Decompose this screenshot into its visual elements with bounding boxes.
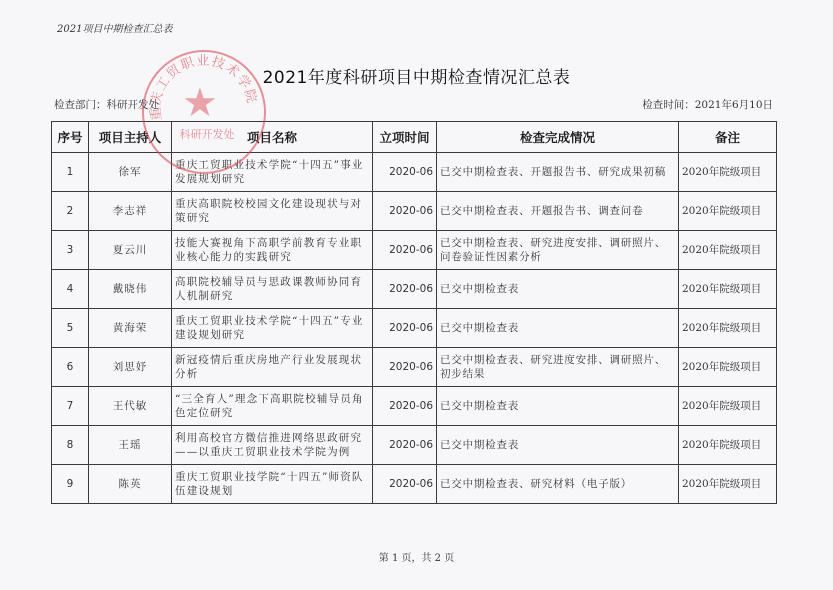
cell-no: 8	[52, 426, 89, 465]
svg-text:重庆工贸职业技术学院: 重庆工贸职业技术学院	[148, 53, 260, 122]
table-row	[52, 231, 777, 270]
summary-table	[51, 121, 777, 504]
cell-no: 3	[52, 231, 89, 270]
cell-check-status: 已交中期检查表、开题报告书、研究成果初稿	[437, 153, 679, 192]
cell-leader: 陈英	[89, 465, 172, 504]
cell-no: 7	[52, 387, 89, 426]
cell-note: 2020年院级项目	[679, 426, 777, 465]
cell-leader: 戴晓伟	[89, 270, 172, 309]
cell-project-name: 高职院校辅导员与思政课教师协同育人机制研究	[172, 270, 373, 309]
cell-check-status: 已交中期检查表	[437, 309, 679, 348]
header-check-status: 检查完成情况	[437, 122, 679, 153]
cell-start-date: 2020-06	[373, 192, 437, 231]
cell-leader: 夏云川	[89, 231, 172, 270]
cell-start-date: 2020-06	[373, 426, 437, 465]
cell-leader: 王瑶	[89, 426, 172, 465]
cell-project-name: 重庆工贸职业技学院“十四五”师资队伍建设规划	[172, 465, 373, 504]
table-row	[52, 348, 777, 387]
department-value: 科研开发处	[106, 99, 159, 111]
header-no: 序号	[52, 122, 89, 153]
cell-check-status: 已交中期检查表	[437, 270, 679, 309]
cell-note: 2020年院级项目	[679, 192, 777, 231]
header-note: 备注	[679, 122, 777, 153]
inspection-date	[642, 97, 773, 112]
cell-start-date: 2020-06	[373, 348, 437, 387]
cell-leader: 李志祥	[89, 192, 172, 231]
page-footer: 第 1 页，共 2 页	[378, 553, 455, 564]
cell-no: 2	[52, 192, 89, 231]
cell-note: 2020年院级项目	[679, 348, 777, 387]
cell-note: 2020年院级项目	[679, 465, 777, 504]
date-label: 检查时间：	[642, 99, 695, 111]
cell-note: 2020年院级项目	[679, 309, 777, 348]
table-header-row	[52, 122, 777, 153]
table-row	[52, 426, 777, 465]
document-title: 2021年度科研项目中期检查情况汇总表	[262, 68, 571, 88]
seal-bottom-text: 科研开发处	[179, 128, 235, 141]
cell-leader: 刘思妤	[89, 348, 172, 387]
cell-no: 6	[52, 348, 89, 387]
cell-check-status: 已交中期检查表、研究材料（电子版）	[437, 465, 679, 504]
department-label: 检查部门：	[54, 99, 107, 111]
cell-check-status: 已交中期检查表	[437, 387, 679, 426]
cell-project-name: 重庆工贸职业技术学院“十四五”事业发展规划研究	[172, 153, 373, 192]
cell-project-name: 重庆工贸职业技术学院“十四五”专业建设规划研究	[172, 309, 373, 348]
table-row	[52, 270, 777, 309]
cell-no: 4	[52, 270, 89, 309]
header-project-name: 项目名称	[172, 122, 373, 153]
date-value: 2021年6月10日	[694, 99, 773, 111]
cell-note: 2020年院级项目	[679, 270, 777, 309]
cell-check-status: 已交中期检查表、开题报告书、调查问卷	[437, 192, 679, 231]
cell-start-date: 2020-06	[373, 153, 437, 192]
header-start-date: 立项时间	[373, 122, 437, 153]
cell-note: 2020年院级项目	[679, 153, 777, 192]
cell-project-name: 新冠疫情后重庆房地产行业发展现状分析	[172, 348, 373, 387]
cell-note: 2020年院级项目	[679, 231, 777, 270]
cell-project-name: 技能大赛视角下高职学前教育专业职业核心能力的实践研究	[172, 231, 373, 270]
cell-project-name: “三全育人”理念下高职院校辅导员角色定位研究	[172, 387, 373, 426]
cell-leader: 黄海荣	[89, 309, 172, 348]
cell-project-name: 利用高校官方微信推进网络思政研究——以重庆工贸职业技术学院为例	[172, 426, 373, 465]
table-row	[52, 465, 777, 504]
cell-check-status: 已交中期检查表	[437, 426, 679, 465]
cell-leader: 徐军	[89, 153, 172, 192]
table-row	[52, 153, 777, 192]
cell-no: 1	[52, 153, 89, 192]
cell-start-date: 2020-06	[373, 387, 437, 426]
running-header: 2021项目中期检查汇总表	[57, 24, 173, 35]
cell-note: 2020年院级项目	[679, 387, 777, 426]
table-row	[52, 387, 777, 426]
cell-check-status: 已交中期检查表、研究进度安排、调研照片、问卷验证性因素分析	[437, 231, 679, 270]
table-row	[52, 309, 777, 348]
cell-check-status: 已交中期检查表、研究进度安排、调研照片、初步结果	[437, 348, 679, 387]
cell-leader: 王代敏	[89, 387, 172, 426]
header-leader: 项目主持人	[89, 122, 172, 153]
seal-star-icon: ★	[182, 80, 218, 126]
cell-start-date: 2020-06	[373, 309, 437, 348]
cell-start-date: 2020-06	[373, 270, 437, 309]
cell-start-date: 2020-06	[373, 465, 437, 504]
cell-no: 9	[52, 465, 89, 504]
cell-project-name: 重庆高职院校校园文化建设现状与对策研究	[172, 192, 373, 231]
table-row	[52, 192, 777, 231]
inspection-department	[54, 97, 159, 112]
cell-start-date: 2020-06	[373, 231, 437, 270]
cell-no: 5	[52, 309, 89, 348]
